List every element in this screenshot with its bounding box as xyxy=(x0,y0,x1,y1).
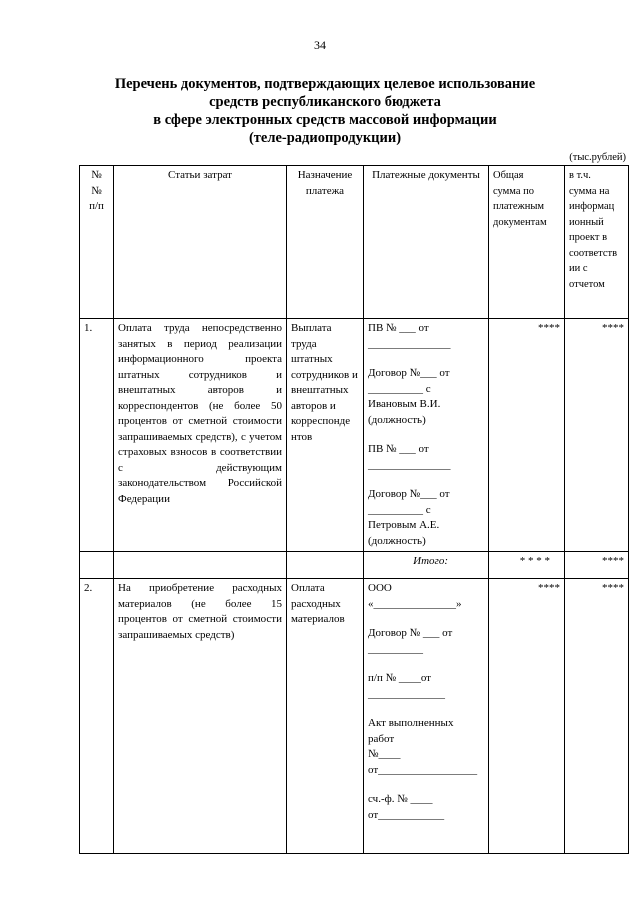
doc-line: ПВ № ___ от xyxy=(368,322,429,334)
row-cost-item: На приобретение расходных материалов (не более 15 процентов от сметной стоимости запрашиваемых средств) xyxy=(114,579,287,854)
doc-line: от__________________ xyxy=(368,763,478,776)
row-number: 1. xyxy=(80,319,114,552)
header-including xyxy=(565,166,629,319)
doc-line: Договор №___ от xyxy=(368,488,450,500)
table-row xyxy=(80,579,629,854)
row-number: 2. xyxy=(80,579,114,854)
subtotal-empty xyxy=(287,552,364,579)
doc-line: __________ с xyxy=(368,503,431,516)
header-total-line: сумма по xyxy=(493,185,535,197)
header-number-line: № xyxy=(91,169,102,181)
doc-line: №____ xyxy=(368,748,401,760)
doc-line: (должность) xyxy=(368,413,426,426)
table-row xyxy=(80,319,629,552)
title-line-3: в сфере электронных средств массовой информации xyxy=(153,112,497,128)
header-number-line: № xyxy=(91,184,102,197)
row-purpose: Оплата расходных материалов xyxy=(287,579,364,854)
table-header-row xyxy=(80,166,629,319)
doc-line: «_______________» xyxy=(368,597,462,610)
doc-line: ООО xyxy=(368,582,392,594)
header-total-line: платежным xyxy=(493,201,545,212)
subtotal-total: * * * * xyxy=(489,552,565,579)
header-including-line: сумма на xyxy=(569,185,610,197)
row-payment-docs xyxy=(364,319,489,552)
title-line-1: Перечень документов, подтверждающих целевое использование xyxy=(114,76,536,92)
header-cost-items: Статьи затрат xyxy=(114,166,287,319)
header-purpose-line: Назначение xyxy=(297,169,353,181)
header-number xyxy=(80,166,114,319)
doc-line: Ивановым В.И. xyxy=(368,398,441,410)
units-label: (тыс.рублей) xyxy=(569,152,626,163)
header-total-line: документам xyxy=(493,216,547,228)
subtotal-label: Итого: xyxy=(364,552,489,579)
doc-line: Петровым А.Е. xyxy=(368,519,440,531)
header-including-line: ии с xyxy=(569,263,588,274)
header-including-line: проект в xyxy=(569,232,608,243)
header-including-line: информац xyxy=(569,201,615,212)
subtotal-row xyxy=(80,552,629,579)
header-purpose-line: платежа xyxy=(305,184,345,197)
subtotal-empty xyxy=(80,552,114,579)
header-including-line: ионный xyxy=(569,216,604,228)
doc-line: от____________ xyxy=(368,808,445,821)
doc-line: (должность) xyxy=(368,534,426,547)
row-payment-docs xyxy=(364,579,489,854)
title-line-2: средств республиканского бюджета xyxy=(209,94,441,110)
page-number: 34 xyxy=(314,38,326,52)
header-including-line: в т.ч. xyxy=(569,170,591,181)
doc-line: ______________ xyxy=(368,687,445,700)
doc-line: __________ с xyxy=(368,382,431,395)
row-purpose: Выплата труда штатных сотрудников и внештатных авторов и корреспонде нтов xyxy=(287,319,364,552)
row-total: **** xyxy=(489,319,565,552)
documents-table xyxy=(79,165,629,854)
doc-line: сч.-ф. № ____ xyxy=(368,793,433,805)
row-including: **** xyxy=(565,579,629,854)
header-payment-docs: Платежные документы xyxy=(364,166,489,319)
header-total xyxy=(489,166,565,319)
doc-line: работ xyxy=(368,732,395,745)
doc-line: Договор №___ от xyxy=(368,367,450,379)
doc-line: Договор № ___ от xyxy=(368,627,453,639)
doc-line: ПВ № ___ от xyxy=(368,443,429,455)
header-including-line: соответств xyxy=(569,247,618,259)
row-cost-item: Оплата труда непосредственно занятых в период реализации информационного проекта штатных сотрудников и внештатных авторов и корреспондентов (не более 50 процентов от сметной стоимости запрашиваемых средств), с учетом страховых взносов в соответствии с действующим законодательством Российской Федерации xyxy=(114,319,287,552)
header-total-line: Общая xyxy=(493,170,524,181)
row-total: **** xyxy=(489,579,565,854)
doc-line: _______________ xyxy=(368,337,451,350)
subtotal-empty xyxy=(114,552,287,579)
doc-line: _______________ xyxy=(368,458,451,471)
subtotal-including: **** xyxy=(565,552,629,579)
header-number-line: п/п xyxy=(89,200,104,212)
doc-line: __________ xyxy=(368,642,423,655)
header-including-line: отчетом xyxy=(569,278,605,290)
document-title xyxy=(70,75,580,147)
doc-line: п/п № ____от xyxy=(368,672,431,684)
title-line-4: (теле-радиопродукции) xyxy=(248,130,402,146)
row-including: **** xyxy=(565,319,629,552)
header-purpose xyxy=(287,166,364,319)
doc-line: Акт выполненных xyxy=(368,717,454,729)
